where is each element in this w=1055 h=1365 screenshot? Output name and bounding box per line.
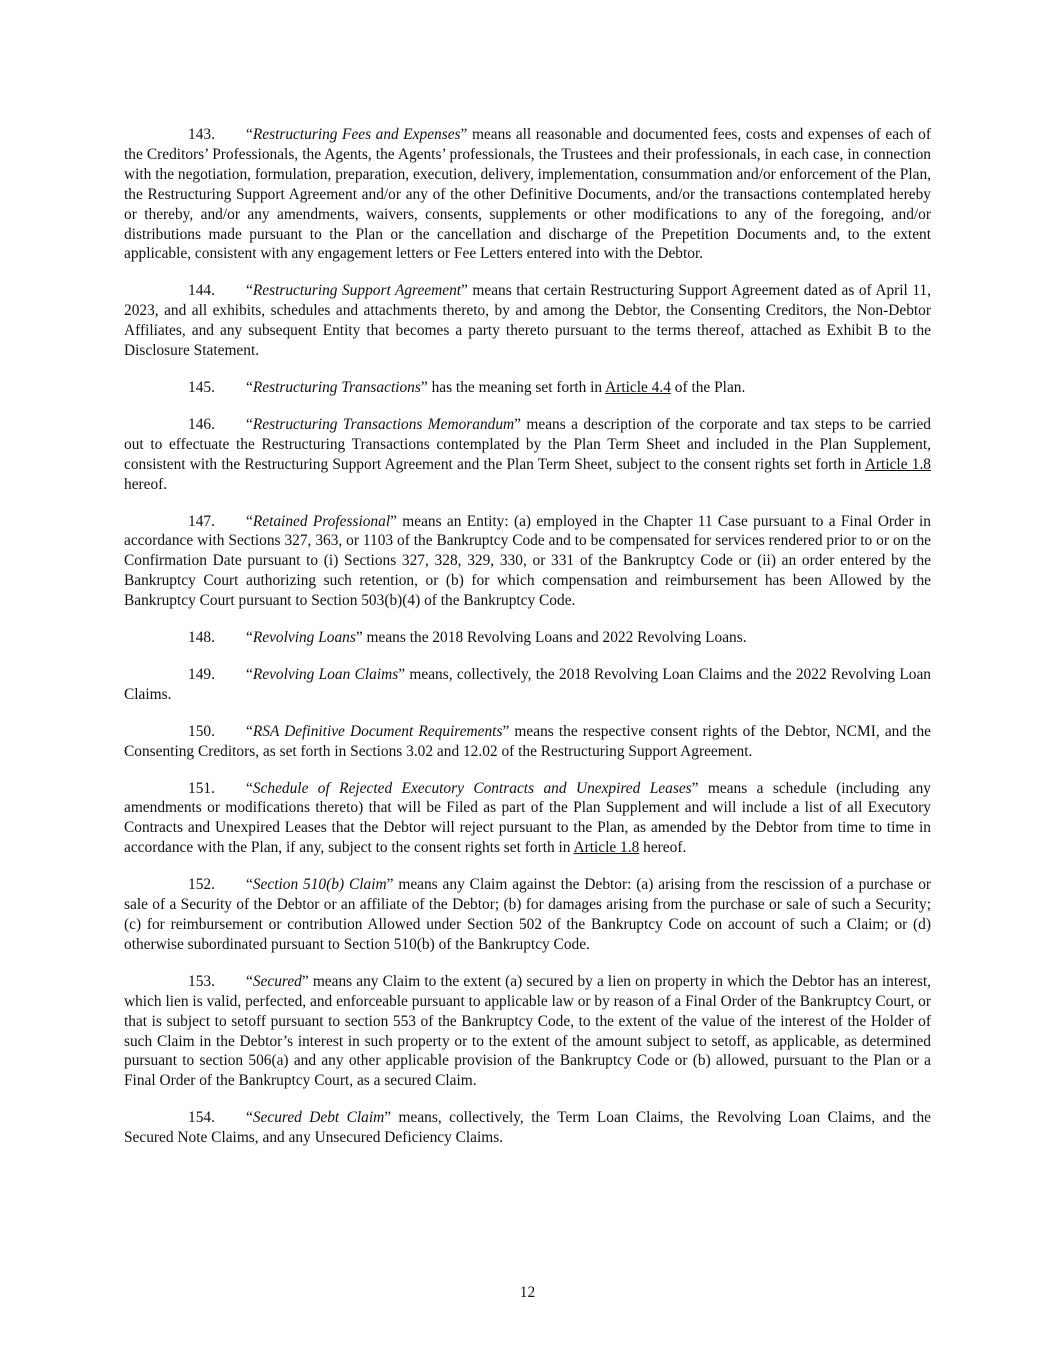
definition-text: means that certain Restructuring Support Agreement dated as of April 11, 2023, and all exhibits, schedules and attachments thereto, by and among the Debtor, the Consenting Creditors, the Non-Debtor Affiliates, and any subsequent Entity that becomes a party thereto pursuant to the terms thereof, attached as Exhibit B to the Disclosure Statement. [124, 282, 931, 360]
article-reference-link[interactable]: Article 1.8 [864, 455, 931, 473]
definition-number: 150. [188, 722, 215, 740]
definition-number: 149. [188, 665, 215, 683]
document-body [124, 125, 931, 1165]
definition-148: 148. “Revolving Loans” means the 2018 Revolving Loans and 2022 Revolving Loans. [188, 629, 747, 647]
defined-term: Revolving Loan Claims [252, 665, 399, 683]
defined-term: Schedule of Rejected Executory Contracts and Unexpired Leases [252, 779, 692, 797]
page-number: 12 [519, 1284, 536, 1301]
defined-term: Restructuring Support Agreement [252, 282, 462, 300]
defined-term: Secured Debt Claim [252, 1109, 385, 1127]
defined-term: Revolving Loans [252, 629, 356, 647]
definition-text: has the meaning set forth in [427, 378, 606, 396]
definition-text: means the respective consent rights of the Debtor, NCMI, and the Consenting Creditors, as set forth in Sections 3.02 and 12.02 of the Restructuring Support Agreement. [124, 722, 931, 760]
defined-term: Secured [252, 972, 302, 990]
definition-147: 147. “Retained Professional” means an Entity: (a) employed in the Chapter 11 Case pursuant to a Final Order in accordance with Sections 327, 363, or 1103 of the Bankruptcy Code and to be compensated for services rendered prior to or on the Confirmation Date pursuant to (i) Sections 327, 328, 329, 330, or 331 of the Bankruptcy Code or (ii) an order entered by the Bankruptcy Court authorizing such retention, or (b) for which compensation and reimbursement has been Allowed by the Bankruptcy Court pursuant to Section 503(b)(4) of the Bankruptcy Code. [124, 512, 931, 610]
definition-number: 143. [188, 126, 215, 143]
definition-153: 153. “Secured” means any Claim to the extent (a) secured by a lien on property in which the Debtor has an interest, which lien is valid, perfected, and enforceable pursuant to applicable law or by reason of a Final Order of the Bankruptcy Court, or that is subject to setoff pursuant to section 553 of the Bankruptcy Code, to the extent of the value of the interest of the Holder of such Claim in the Debtor’s interest in such property or to the extent of the amount subject to setoff, as applicable, as determined pursuant to section 506(a) and any other applicable provision of the Bankruptcy Code or (b) allowed, pursuant to the Plan or a Final Order of the Bankruptcy Court, as a secured Claim. [124, 972, 931, 1090]
definition-text-end: hereof. [124, 475, 168, 493]
definition-151: 151. “Schedule of Rejected Executory Contracts and Unexpired Leases” means a schedule (including any amendments or modifications thereto) that will be Filed as part of the Plan Supplement and will include a list of all Executory Contracts and Unexpired Leases that the Debtor will reject pursuant to the Plan, as amended by the Debtor from time to time in accordance with the Plan, if any, subject to the consent rights set forth in Article 1.8 hereof. [124, 779, 931, 857]
definition-149: 149. “Revolving Loan Claims” means, collectively, the 2018 Revolving Loan Claims and the 2022 Revolving Loan Claims. [124, 665, 931, 703]
defined-term: Restructuring Transactions Memorandum [252, 415, 515, 433]
definition-text: means an Entity: (a) employed in the Chapter 11 Case pursuant to a Final Order in accordance with Sections 327, 363, or 1103 of the Bankruptcy Code and to be compensated for services rendered prior to or on the Confirmation Date pursuant to (i) Sections 327, 328, 329, 330, or 331 of the Bankruptcy Code or (ii) an order entered by the Bankruptcy Court authorizing such retention, or (b) for which compensation and reimbursement has been Allowed by the Bankruptcy Court pursuant to Section 503(b)(4) of the Bankruptcy Code. [124, 512, 931, 610]
definition-number: 153. [188, 972, 215, 990]
defined-term: RSA Definitive Document Requirements [252, 722, 503, 740]
definition-text: means, collectively, the 2018 Revolving Loan Claims and the 2022 Revolving Loan Claims. [124, 665, 931, 703]
definition-150: 150. “RSA Definitive Document Requirements” means the respective consent rights of the Debtor, NCMI, and the Consenting Creditors, as set forth in Sections 3.02 and 12.02 of the Restructuring Support Agreement. [124, 722, 931, 760]
definition-146: 146. “Restructuring Transactions Memorandum” means a description of the corporate and tax steps to be carried out to effectuate the Restructuring Transactions contemplated by the Plan Term Sheet and included in the Plan Supplement, consistent with the Restructuring Support Agreement and the Plan Term Sheet, subject to the consent rights set forth in Article 1.8 hereof. [124, 415, 931, 493]
defined-term: Restructuring Fees and Expenses [252, 126, 461, 143]
definition-number: 146. [188, 415, 215, 433]
definition-154: 154. “Secured Debt Claim” means, collectively, the Term Loan Claims, the Revolving Loan Claims, and the Secured Note Claims, and any Unsecured Deficiency Claims. [124, 1109, 931, 1147]
definition-number: 144. [188, 282, 215, 300]
article-reference-link[interactable]: Article 4.4 [605, 378, 671, 396]
definition-152: 152. “Section 510(b) Claim” means any Claim against the Debtor: (a) arising from the rescission of a purchase or sale of a Security of the Debtor or an affiliate of the Debtor; (b) for damages arising from the purchase or sale of such a Security; (c) for reimbursement or contribution Allowed under Section 502 of the Bankruptcy Code on account of such a Claim; or (d) otherwise subordinated pursuant to Section 510(b) of the Bankruptcy Code. [124, 876, 932, 953]
definition-text: means, collectively, the Term Loan Claims, the Revolving Loan Claims, and the Secured Note Claims, and any Unsecured Deficiency Claims. [124, 1109, 931, 1147]
definition-number: 145. [188, 378, 215, 396]
definition-text: means all reasonable and documented fees, costs and expenses of each of the Creditors’ Professionals, the Agents, the Agents’ professionals, the Trustees and their professionals, in each case, in connection with the negotiation, formulation, preparation, execution, delivery, implementation, consummation and/or enforcement of the Plan, the Restructuring Support Agreement and/or any of the other Definitive Documents, and/or the transactions contemplated hereby or thereby, and/or any amendments, waivers, consents, supplements or other modifications to any of the foregoing, and/or distributions made pursuant to the Plan or the cancellation and discharge of the Prepetition Documents and, to the extent applicable, consistent with any engagement letters or Fee Letters entered into with the Debtor. [124, 126, 931, 263]
definition-number: 147. [188, 512, 215, 530]
definition-text: means a schedule (including any amendments or modifications thereto) that will be Filed as part of the Plan Supplement and will include a list of all Executory Contracts and Unexpired Leases that the Debtor will reject pursuant to the Plan, as amended by the Debtor from time to time in accordance with the Plan, if any, subject to the consent rights set forth in [124, 779, 931, 857]
article-reference-link[interactable]: Article 1.8 [573, 839, 640, 857]
defined-term: Section 510(b) Claim [252, 876, 387, 894]
definition-text-end: hereof. [639, 839, 687, 857]
definition-number: 148. [188, 629, 215, 647]
definition-143: 143. “Restructuring Fees and Expenses” means all reasonable and documented fees, costs and expenses of each of the Creditors’ Professionals, the Agents, the Agents’ professionals, the Trustees and their professionals, in each case, in connection with the negotiation, formulation, preparation, execution, delivery, implementation, consummation and/or enforcement of the Plan, the Restructuring Support Agreement and/or any of the other Definitive Documents, and/or the transactions contemplated hereby or thereby, and/or any amendments, waivers, consents, supplements or other modifications to any of the foregoing, and/or distributions made pursuant to the Plan or the cancellation and discharge of the Prepetition Documents and, to the extent applicable, consistent with any engagement letters or Fee Letters entered into with the Debtor. [124, 126, 931, 263]
definition-number: 152. [188, 876, 215, 894]
definition-text: means any Claim to the extent (a) secured by a lien on property in which the Debtor has an interest, which lien is valid, perfected, and enforceable pursuant to applicable law or by reason of a Final Order of the Bankruptcy Court, or that is subject to setoff pursuant to section 553 of the Bankruptcy Code, to the extent of the value of the interest of the Holder of such Claim in the Debtor’s interest in such property or to the extent of the amount subject to setoff, as applicable, as determined pursuant to section 506(a) and any other applicable provision of the Bankruptcy Code or (b) allowed, pursuant to the Plan or a Final Order of the Bankruptcy Court, as a secured Claim. [124, 972, 931, 1090]
definition-text: means the 2018 Revolving Loans and 2022 Revolving Loans. [362, 629, 747, 647]
definition-number: 154. [188, 1109, 215, 1127]
defined-term: Retained Professional [252, 512, 391, 530]
definition-text: means a description of the corporate and tax steps to be carried out to effectuate the Restructuring Transactions contemplated by the Plan Term Sheet and included in the Plan Supplement, consistent with the Restructuring Support Agreement and the Plan Term Sheet, subject to the consent rights set forth in [124, 415, 931, 473]
definition-number: 151. [188, 779, 215, 797]
defined-term: Restructuring Transactions [252, 378, 421, 396]
definition-text: means any Claim against the Debtor: (a) arising from the rescission of a purchase or sale of a Security of the Debtor or an affiliate of the Debtor; (b) for damages arising from the purchase or sale of such a Security; (c) for reimbursement or contribution Allowed under Section 502 of the Bankruptcy Code on account of such a Claim; or (d) otherwise subordinated pursuant to Section 510(b) of the Bankruptcy Code. [124, 876, 932, 953]
definition-144: 144. “Restructuring Support Agreement” means that certain Restructuring Support Agreement dated as of April 11, 2023, and all exhibits, schedules and attachments thereto, by and among the Debtor, the Consenting Creditors, the Non-Debtor Affiliates, and any subsequent Entity that becomes a party thereto pursuant to the terms thereof, attached as Exhibit B to the Disclosure Statement. [124, 282, 931, 360]
definition-text-end: of the Plan. [670, 378, 746, 396]
definition-145: 145. “Restructuring Transactions” has the meaning set forth in Article 4.4 of the Plan. [188, 378, 746, 396]
